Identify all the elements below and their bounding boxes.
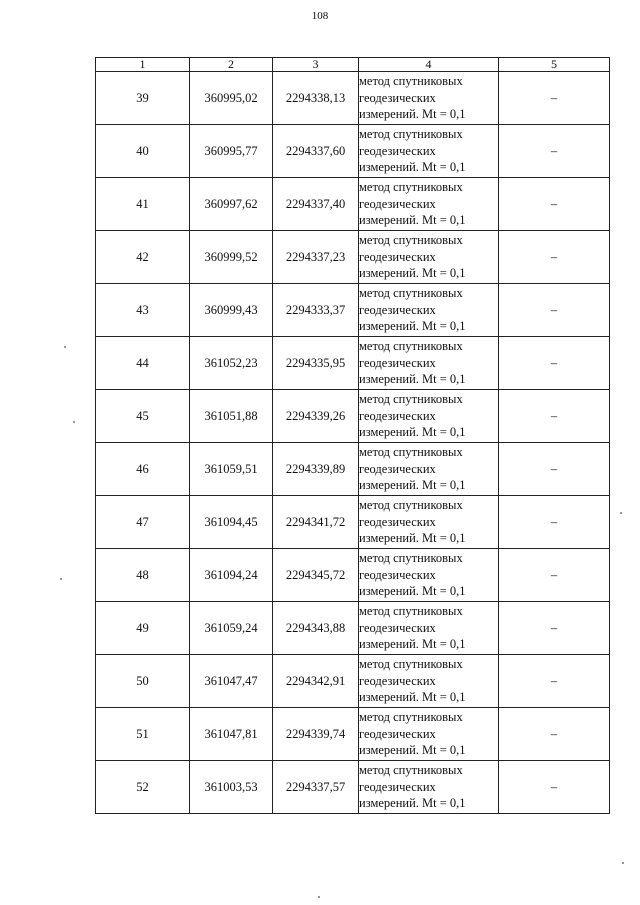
point-number-cell: 42 <box>96 231 190 284</box>
method-line: метод спутниковых <box>359 763 463 778</box>
method-line: метод спутниковых <box>359 339 463 354</box>
method-line: геодезических <box>359 249 436 264</box>
y-coordinate-cell: 2294335,95 <box>273 337 359 390</box>
x-coordinate-cell: 360999,43 <box>190 284 273 337</box>
point-number-cell: 40 <box>96 125 190 178</box>
x-coordinate-cell: 361047,81 <box>190 708 273 761</box>
method-line: геодезических <box>359 302 436 317</box>
method-line: измерений. Mt = 0,1 <box>359 107 466 122</box>
method-line: измерений. Mt = 0,1 <box>359 478 466 493</box>
y-coordinate-cell: 2294342,91 <box>273 655 359 708</box>
method-line: геодезических <box>359 461 436 476</box>
column-header-4: 4 <box>359 58 499 72</box>
table-row <box>96 125 610 178</box>
method-line: измерений. Mt = 0,1 <box>359 425 466 440</box>
page-number: 108 <box>311 10 329 22</box>
point-number-cell: 49 <box>96 602 190 655</box>
table-row <box>96 549 610 602</box>
method-line: геодезических <box>359 514 436 529</box>
x-coordinate-cell: 361003,53 <box>190 761 273 814</box>
method-line: измерений. Mt = 0,1 <box>359 690 466 705</box>
method-line: измерений. Mt = 0,1 <box>359 796 466 811</box>
table-row <box>96 337 610 390</box>
column-header-1: 1 <box>96 58 190 72</box>
method-cell <box>359 761 499 814</box>
method-line: метод спутниковых <box>359 498 463 513</box>
table-row <box>96 761 610 814</box>
y-coordinate-cell: 2294339,89 <box>273 443 359 496</box>
method-line: геодезических <box>359 779 436 794</box>
y-coordinate-cell: 2294337,57 <box>273 761 359 814</box>
y-coordinate-cell: 2294337,40 <box>273 178 359 231</box>
table-row <box>96 496 610 549</box>
method-line: метод спутниковых <box>359 180 463 195</box>
table-header <box>96 58 610 72</box>
table-row <box>96 284 610 337</box>
method-line: измерений. Mt = 0,1 <box>359 213 466 228</box>
point-number-cell: 44 <box>96 337 190 390</box>
method-line: геодезических <box>359 726 436 741</box>
x-coordinate-cell: 360997,62 <box>190 178 273 231</box>
method-line: метод спутниковых <box>359 657 463 672</box>
method-line: метод спутниковых <box>359 286 463 301</box>
method-line: метод спутниковых <box>359 74 463 89</box>
method-cell <box>359 496 499 549</box>
y-coordinate-cell: 2294339,26 <box>273 390 359 443</box>
method-cell <box>359 231 499 284</box>
point-number-cell: 51 <box>96 708 190 761</box>
method-cell <box>359 125 499 178</box>
y-coordinate-cell: 2294343,88 <box>273 602 359 655</box>
y-coordinate-cell: 2294337,60 <box>273 125 359 178</box>
method-cell <box>359 602 499 655</box>
method-line: метод спутниковых <box>359 604 463 619</box>
table-row <box>96 178 610 231</box>
error-cell: – <box>499 390 610 443</box>
x-coordinate-cell: 361059,51 <box>190 443 273 496</box>
method-line: геодезических <box>359 355 436 370</box>
scan-speck <box>73 421 75 423</box>
coordinates-table <box>95 57 610 814</box>
x-coordinate-cell: 360995,02 <box>190 72 273 125</box>
x-coordinate-cell: 361047,47 <box>190 655 273 708</box>
column-header-3: 3 <box>273 58 359 72</box>
scan-speck <box>318 896 320 898</box>
method-line: метод спутниковых <box>359 445 463 460</box>
header-row <box>96 58 610 72</box>
method-cell <box>359 390 499 443</box>
x-coordinate-cell: 360999,52 <box>190 231 273 284</box>
method-line: геодезических <box>359 143 436 158</box>
column-header-2: 2 <box>190 58 273 72</box>
y-coordinate-cell: 2294333,37 <box>273 284 359 337</box>
point-number-cell: 41 <box>96 178 190 231</box>
scan-speck <box>64 346 66 348</box>
y-coordinate-cell: 2294341,72 <box>273 496 359 549</box>
table-row <box>96 72 610 125</box>
error-cell: – <box>499 178 610 231</box>
method-line: метод спутниковых <box>359 551 463 566</box>
error-cell: – <box>499 496 610 549</box>
method-cell <box>359 549 499 602</box>
scan-speck <box>60 578 62 580</box>
method-cell <box>359 443 499 496</box>
point-number-cell: 48 <box>96 549 190 602</box>
method-line: метод спутниковых <box>359 233 463 248</box>
point-number-cell: 46 <box>96 443 190 496</box>
x-coordinate-cell: 360995,77 <box>190 125 273 178</box>
scan-speck <box>622 862 624 864</box>
table-row <box>96 602 610 655</box>
method-line: измерений. Mt = 0,1 <box>359 743 466 758</box>
method-cell <box>359 284 499 337</box>
method-line: метод спутниковых <box>359 127 463 142</box>
method-line: измерений. Mt = 0,1 <box>359 637 466 652</box>
method-cell <box>359 72 499 125</box>
method-line: геодезических <box>359 196 436 211</box>
method-line: измерений. Mt = 0,1 <box>359 160 466 175</box>
error-cell: – <box>499 125 610 178</box>
method-line: геодезических <box>359 90 436 105</box>
table-row <box>96 443 610 496</box>
table-body <box>96 72 610 814</box>
method-line: геодезических <box>359 620 436 635</box>
method-line: измерений. Mt = 0,1 <box>359 266 466 281</box>
scan-speck <box>620 512 622 514</box>
error-cell: – <box>499 761 610 814</box>
error-cell: – <box>499 549 610 602</box>
method-line: измерений. Mt = 0,1 <box>359 319 466 334</box>
y-coordinate-cell: 2294338,13 <box>273 72 359 125</box>
y-coordinate-cell: 2294345,72 <box>273 549 359 602</box>
table-row <box>96 655 610 708</box>
method-cell <box>359 178 499 231</box>
point-number-cell: 52 <box>96 761 190 814</box>
method-cell <box>359 708 499 761</box>
error-cell: – <box>499 337 610 390</box>
method-line: метод спутниковых <box>359 392 463 407</box>
method-line: метод спутниковых <box>359 710 463 725</box>
point-number-cell: 47 <box>96 496 190 549</box>
method-cell <box>359 337 499 390</box>
method-line: измерений. Mt = 0,1 <box>359 531 466 546</box>
x-coordinate-cell: 361051,88 <box>190 390 273 443</box>
x-coordinate-cell: 361094,24 <box>190 549 273 602</box>
point-number-cell: 45 <box>96 390 190 443</box>
error-cell: – <box>499 708 610 761</box>
point-number-cell: 43 <box>96 284 190 337</box>
x-coordinate-cell: 361094,45 <box>190 496 273 549</box>
method-cell <box>359 655 499 708</box>
method-line: измерений. Mt = 0,1 <box>359 372 466 387</box>
method-line: измерений. Mt = 0,1 <box>359 584 466 599</box>
table-row <box>96 231 610 284</box>
x-coordinate-cell: 361052,23 <box>190 337 273 390</box>
x-coordinate-cell: 361059,24 <box>190 602 273 655</box>
table-row <box>96 390 610 443</box>
y-coordinate-cell: 2294337,23 <box>273 231 359 284</box>
method-line: геодезических <box>359 567 436 582</box>
error-cell: – <box>499 284 610 337</box>
method-line: геодезических <box>359 673 436 688</box>
column-header-5: 5 <box>499 58 610 72</box>
method-line: геодезических <box>359 408 436 423</box>
point-number-cell: 39 <box>96 72 190 125</box>
error-cell: – <box>499 231 610 284</box>
error-cell: – <box>499 655 610 708</box>
error-cell: – <box>499 602 610 655</box>
error-cell: – <box>499 72 610 125</box>
error-cell: – <box>499 443 610 496</box>
point-number-cell: 50 <box>96 655 190 708</box>
y-coordinate-cell: 2294339,74 <box>273 708 359 761</box>
table-row <box>96 708 610 761</box>
